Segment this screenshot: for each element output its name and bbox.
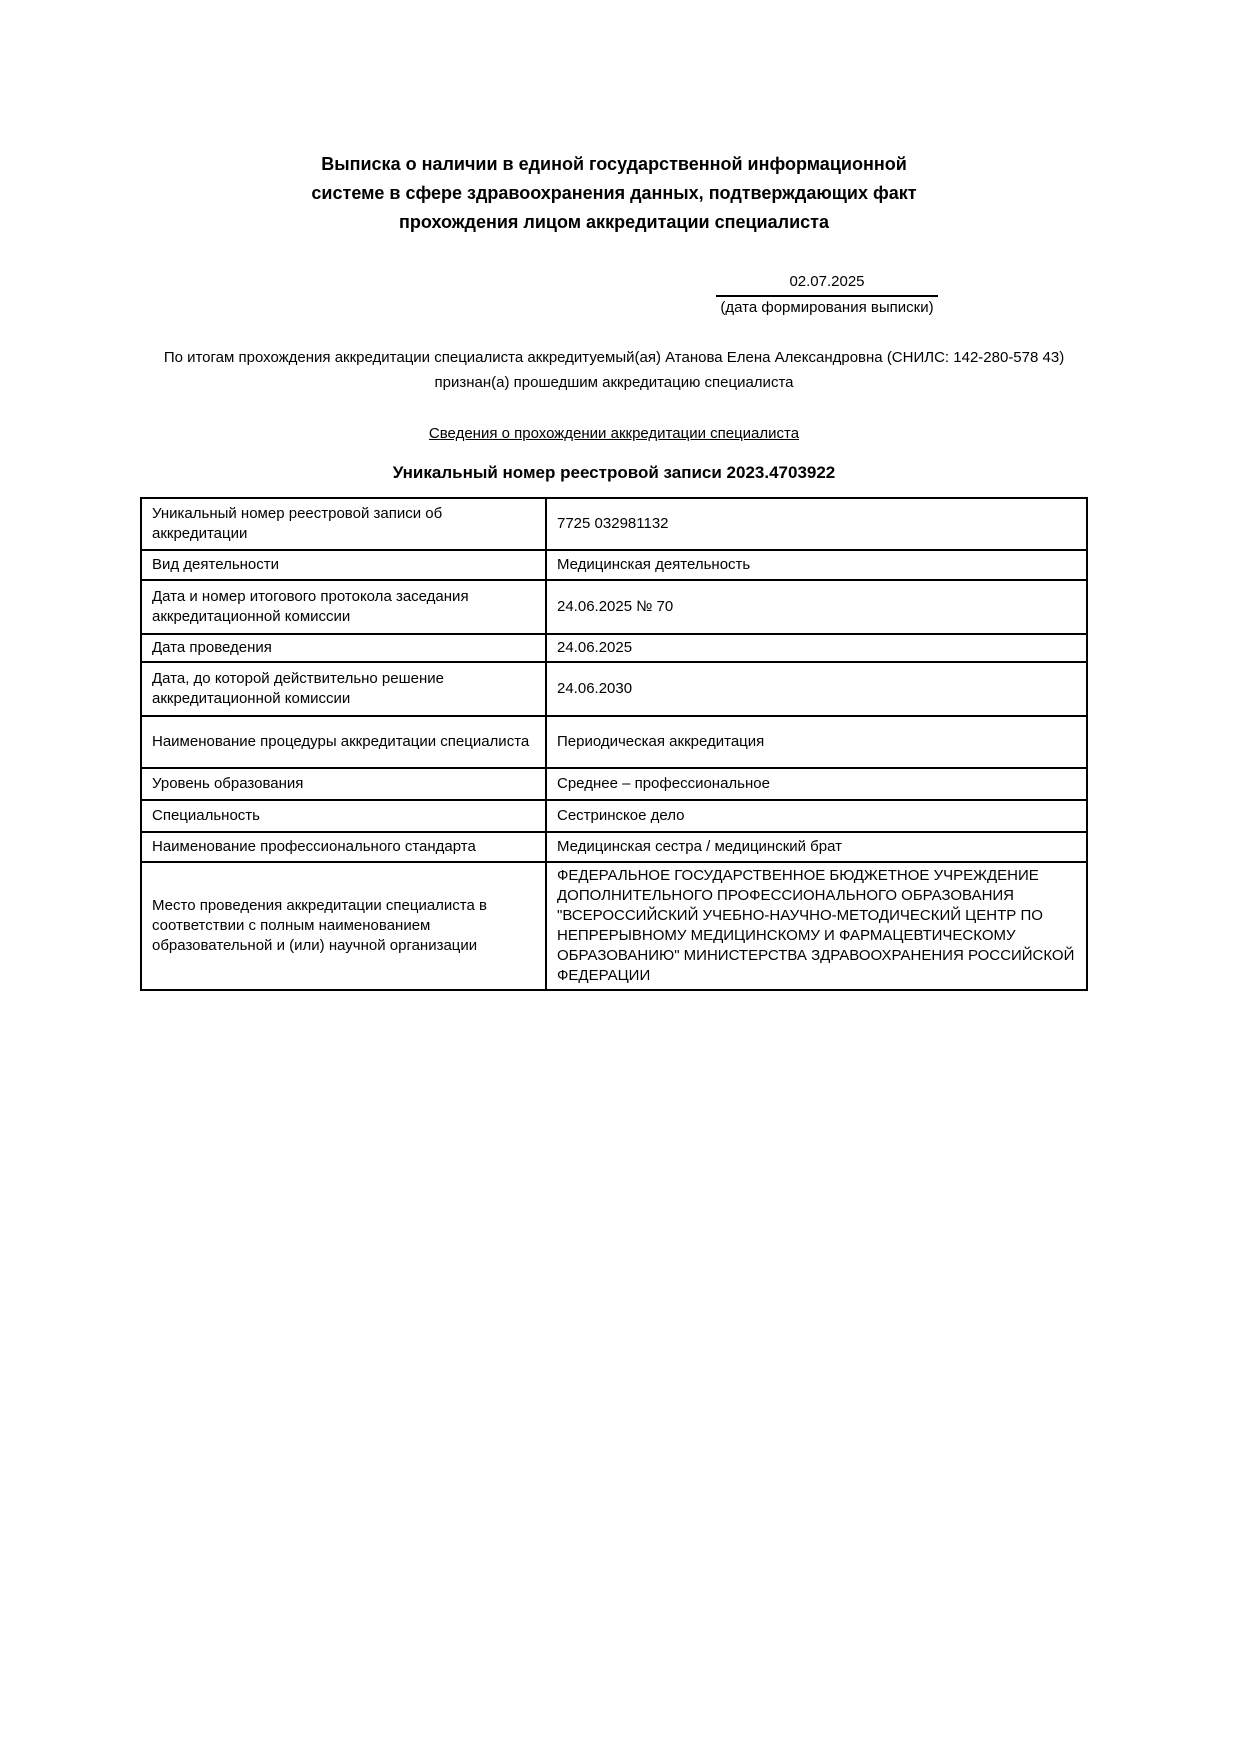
table-row [141,634,1087,662]
formation-date: 02.07.2025 [716,272,938,297]
row-value-cell: ФЕДЕРАЛЬНОЕ ГОСУДАРСТВЕННОЕ БЮДЖЕТНОЕ УЧРЕЖДЕНИЕ ДОПОЛНИТЕЛЬНОГО ПРОФЕССИОНАЛЬНОГО ОБРАЗОВАНИЯ "ВСЕРОССИЙСКИЙ УЧЕБНО-НАУЧНО-МЕТОДИЧЕСКИЙ ЦЕНТР ПО НЕПРЕРЫВНОМУ МЕДИЦИНСКОМУ И ФАРМАЦЕВТИЧЕСКОМУ ОБРАЗОВАНИЮ" МИНИСТЕРСТВА ЗДРАВООХРАНЕНИЯ РОССИЙСКОЙ ФЕДЕРАЦИИ [546,862,1087,990]
row-label-cell: Уровень образования [141,768,546,800]
accreditation-table-body [141,498,1087,990]
row-value-cell: 24.06.2030 [546,662,1087,716]
table-row [141,550,1087,580]
table-row [141,832,1087,862]
table-row [141,498,1087,550]
page-title-line: Выписка о наличии в единой государственной информационной [321,154,907,174]
row-label-cell: Вид деятельности [141,550,546,580]
formation-date-caption: (дата формирования выписки) [720,299,934,316]
row-value-cell: Медицинская сестра / медицинский брат [546,832,1087,862]
page-title-line: системе в сфере здравоохранения данных, подтверждающих факт [311,183,917,203]
accreditation-table [140,497,1088,991]
row-value-cell: Периодическая аккредитация [546,716,1087,768]
table-row [141,716,1087,768]
document-page [140,0,1088,991]
formation-date-block [716,272,938,316]
row-value-cell: 24.06.2025 № 70 [546,580,1087,634]
row-label-cell: Наименование процедуры аккредитации специалиста [141,716,546,768]
table-row [141,800,1087,832]
row-value-cell: Среднее – профессиональное [546,768,1087,800]
row-label-cell: Дата, до которой действительно решение аккредитационной комиссии [141,662,546,716]
registry-record-heading: Уникальный номер реестровой записи 2023.4703922 [392,463,836,482]
summary-paragraph: По итогам прохождения аккредитации специалиста аккредитуемый(ая) Атанова Елена Александровна (СНИЛС: 142-280-578 43) признан(а) прошедшим аккредитацию специалиста [163,349,1065,391]
table-row [141,862,1087,990]
table-row [141,768,1087,800]
row-label-cell: Специальность [141,800,546,832]
row-value-cell: 24.06.2025 [546,634,1087,662]
row-label-cell: Дата проведения [141,634,546,662]
table-row [141,580,1087,634]
row-label-cell: Место проведения аккредитации специалиста в соответствии с полным наименованием образовательной и (или) научной организации [141,862,546,990]
row-label-cell: Дата и номер итогового протокола заседания аккредитационной комиссии [141,580,546,634]
row-label-cell: Наименование профессионального стандарта [141,832,546,862]
table-row [141,662,1087,716]
row-value-cell: 7725 032981132 [546,498,1087,550]
row-label-cell: Уникальный номер реестровой записи об аккредитации [141,498,546,550]
row-value-cell: Медицинская деятельность [546,550,1087,580]
row-value-cell: Сестринское дело [546,800,1087,832]
page-title-line: прохождения лицом аккредитации специалиста [399,212,829,232]
section-heading: Сведения о прохождении аккредитации специалиста [428,425,800,442]
page-title [140,150,1088,237]
